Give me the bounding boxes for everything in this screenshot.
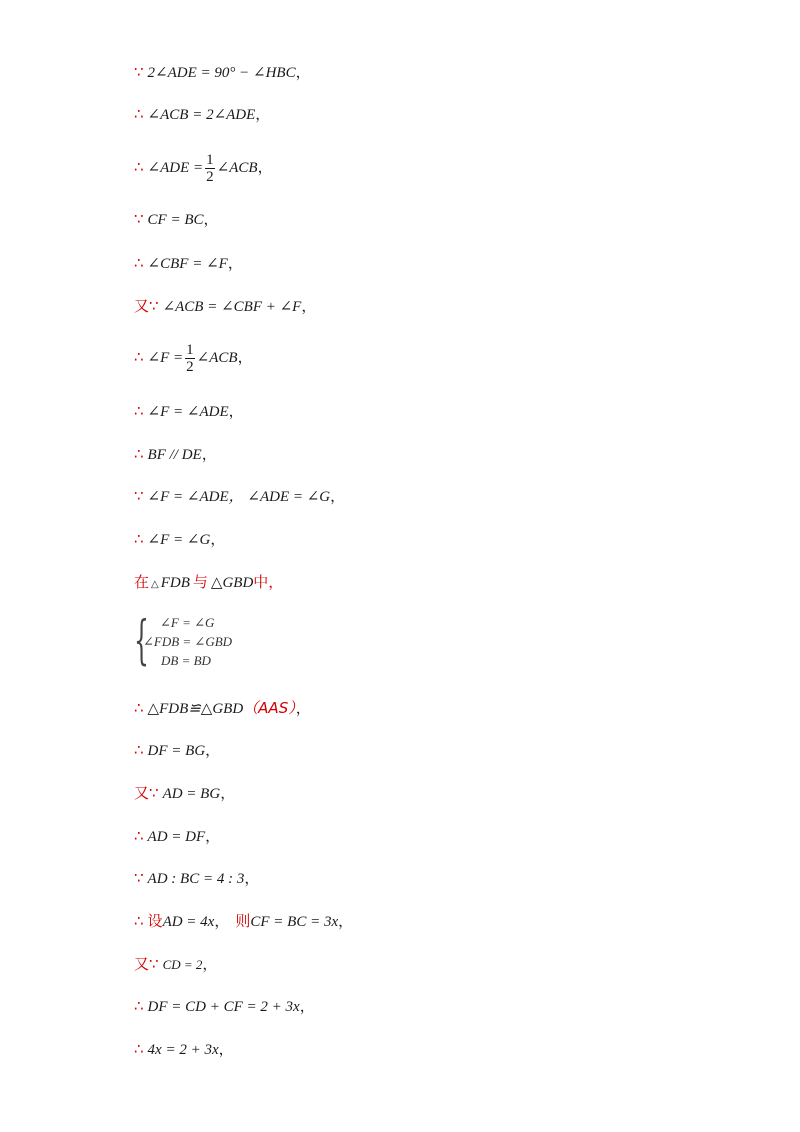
fraction-one-half xyxy=(185,342,195,375)
therefore-symbol: ∴ xyxy=(134,997,144,1015)
step-13 xyxy=(134,698,311,719)
therefore-symbol: ∴ xyxy=(134,827,144,845)
math-expression: ∠F = ∠ADE， ∠ADE = ∠G xyxy=(147,489,331,505)
math-expression: AD = DF xyxy=(147,829,206,845)
because-symbol: ∵ xyxy=(134,210,144,228)
step-1 xyxy=(134,62,311,83)
punctuation: ， xyxy=(203,212,219,228)
punctuation: ， xyxy=(301,299,317,315)
system-row: ∠FDB = ∠GBD xyxy=(143,634,233,649)
step-5 xyxy=(134,253,243,274)
also-label: 又 xyxy=(134,297,150,315)
math-expression: ∠ACB = 2∠ADE xyxy=(147,107,256,123)
then-label: 则 xyxy=(235,912,251,930)
step-8 xyxy=(134,401,244,422)
fraction-numerator: 1 xyxy=(186,342,194,359)
punctuation: ， xyxy=(255,107,271,123)
math-expression: ∠ACB = ∠CBF + ∠F xyxy=(162,299,302,315)
because-symbol: ∵ xyxy=(149,955,159,973)
punctuation: ， xyxy=(244,871,260,887)
step-16 xyxy=(134,826,220,847)
math-expression: ∠CBF = ∠F xyxy=(147,256,228,272)
because-symbol: ∵ xyxy=(134,487,144,505)
therefore-symbol: ∴ xyxy=(134,402,144,420)
step-6 xyxy=(134,296,316,317)
step-19 xyxy=(134,954,217,975)
therefore-symbol: ∴ xyxy=(134,912,144,930)
step-17 xyxy=(134,868,259,889)
also-label: 又 xyxy=(134,784,150,802)
math-expression: ∠ACB xyxy=(196,350,238,366)
congruence-reason: （AAS） xyxy=(243,699,296,717)
step-21 xyxy=(134,1039,234,1060)
therefore-symbol: ∴ xyxy=(134,158,144,176)
therefore-symbol: ∴ xyxy=(134,254,144,272)
step-20 xyxy=(134,996,315,1017)
math-expression: AD = BG xyxy=(162,786,221,802)
triangle-symbol: △ xyxy=(210,575,223,591)
math-expression: CF = BC xyxy=(147,212,204,228)
step-10 xyxy=(134,486,345,507)
math-expression: ∠ACB xyxy=(216,160,258,176)
triangle-symbol: △ xyxy=(151,579,159,590)
fraction-numerator: 1 xyxy=(206,152,214,169)
punctuation: ， xyxy=(227,256,243,272)
punctuation: ， xyxy=(295,701,311,717)
because-symbol: ∵ xyxy=(149,784,159,802)
punctuation: ， xyxy=(205,743,221,759)
system-row: ∠F = ∠G xyxy=(160,615,215,630)
math-expression: AD : BC = 4 : 3 xyxy=(147,871,245,887)
punctuation: ， xyxy=(330,489,346,505)
math-expression: ∠F = xyxy=(147,350,184,366)
triangle-name: GBD xyxy=(222,575,254,591)
step-4 xyxy=(134,209,219,230)
and-label: 与 xyxy=(192,573,208,591)
math-expression: DF = BG xyxy=(147,743,206,759)
middle-label: 中， xyxy=(253,573,284,591)
left-brace: { xyxy=(134,611,149,671)
therefore-symbol: ∴ xyxy=(134,1040,144,1058)
math-expression: △FDB≌△GBD xyxy=(147,701,244,717)
punctuation: ， xyxy=(220,786,236,802)
punctuation: ， xyxy=(218,1042,234,1058)
because-symbol: ∵ xyxy=(134,63,144,81)
because-symbol: ∵ xyxy=(134,869,144,887)
math-expression: AD = 4x xyxy=(162,914,215,930)
math-expression: CF = BC = 3x xyxy=(250,914,339,930)
fraction-denominator: 2 xyxy=(206,169,214,186)
punctuation: ， xyxy=(201,447,217,463)
let-label: 设 xyxy=(147,912,163,930)
system-row: DB = BD xyxy=(161,653,211,668)
math-expression: CD = 2 xyxy=(162,957,203,972)
math-expression: BF // DE xyxy=(147,447,202,463)
step-14 xyxy=(134,740,220,761)
also-label: 又 xyxy=(134,955,150,973)
therefore-symbol: ∴ xyxy=(134,105,144,123)
step-18 xyxy=(134,911,353,932)
step-12 xyxy=(134,572,283,595)
therefore-symbol: ∴ xyxy=(134,699,144,717)
step-9 xyxy=(134,444,217,465)
punctuation: ， xyxy=(228,404,244,420)
punctuation: ， xyxy=(202,957,218,973)
punctuation: ， xyxy=(338,914,354,930)
math-expression: ∠F = ∠G xyxy=(147,532,211,548)
math-expression: ∠F = ∠ADE xyxy=(147,404,229,420)
fraction-denominator: 2 xyxy=(186,359,194,376)
therefore-symbol: ∴ xyxy=(134,741,144,759)
punctuation: ， xyxy=(295,65,311,81)
triangle-name: FDB xyxy=(160,575,190,591)
math-expression: 2∠ADE = 90° − ∠HBC xyxy=(147,65,296,81)
step-11 xyxy=(134,529,225,550)
punctuation: ， xyxy=(210,532,226,548)
step-15 xyxy=(134,783,235,804)
fraction-one-half xyxy=(205,152,215,185)
step-3 xyxy=(134,150,273,185)
punctuation: ， xyxy=(205,829,221,845)
punctuation: ， xyxy=(257,160,273,176)
punctuation: ， xyxy=(237,350,253,366)
punctuation: ， xyxy=(299,999,315,1015)
therefore-symbol: ∴ xyxy=(134,348,144,366)
therefore-symbol: ∴ xyxy=(134,530,144,548)
math-expression: 4x = 2 + 3x xyxy=(147,1042,219,1058)
step-7 xyxy=(134,340,253,375)
equation-system xyxy=(134,612,294,672)
step-2 xyxy=(134,104,270,125)
punctuation: ， xyxy=(214,914,230,930)
math-expression: ∠ADE = xyxy=(147,160,204,176)
math-expression: DF = CD + CF = 2 + 3x xyxy=(147,999,300,1015)
because-symbol: ∵ xyxy=(149,297,159,315)
in-label: 在 xyxy=(134,573,150,591)
therefore-symbol: ∴ xyxy=(134,445,144,463)
